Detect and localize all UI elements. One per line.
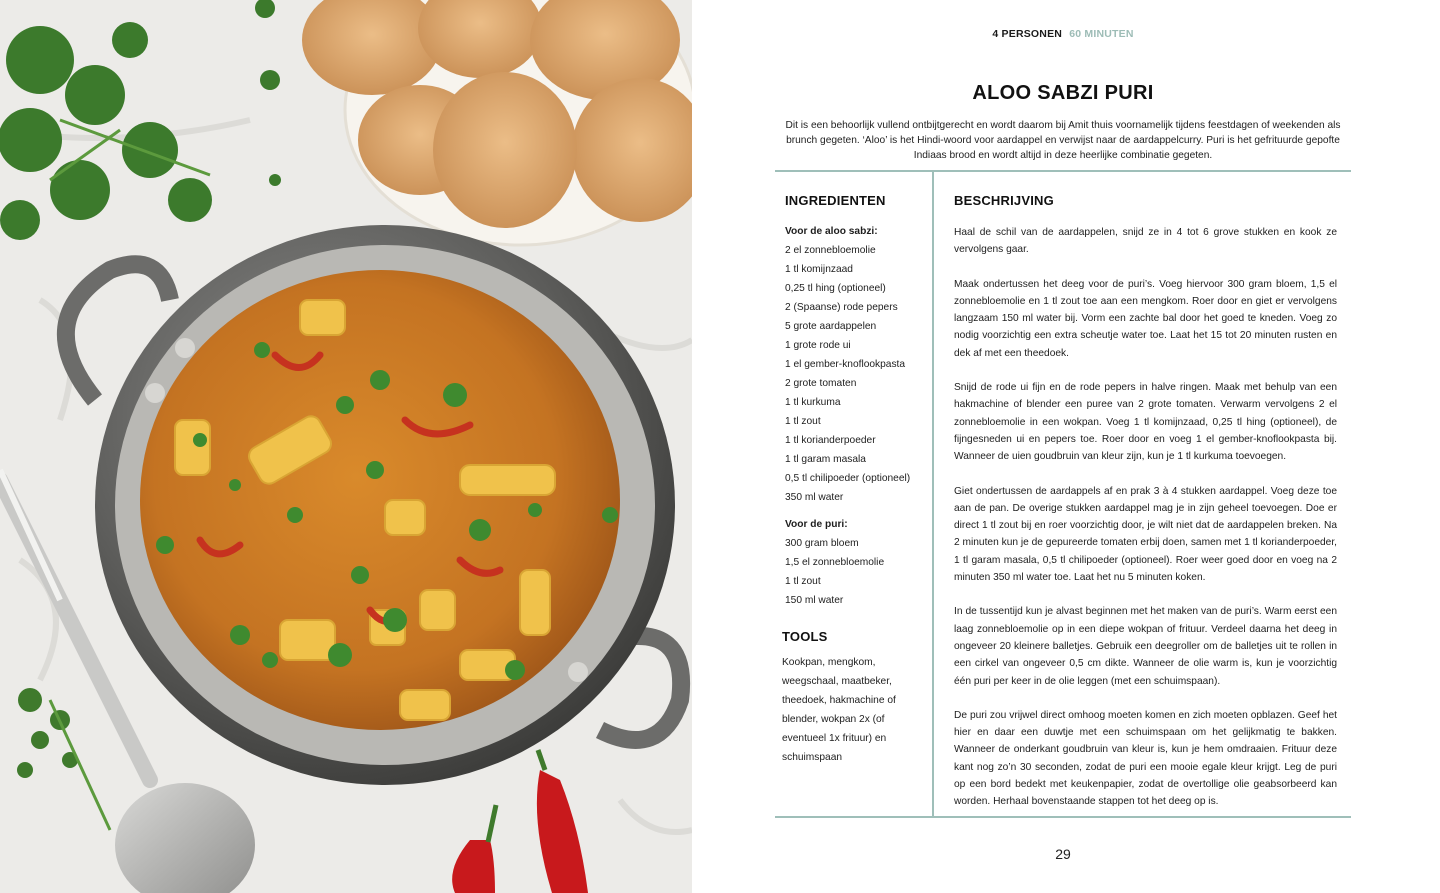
description-paragraph: In de tussentijd kun je alvast beginnen met het maken van de puri’s. Warm eerst een laag zonnebloemolie op in een diepe wokpan of frituur. Verdeel daarna het deeg in ongeveer 20 kleinere balletjes. Gebruik een deegroller om de balletjes uit te rollen in een cirkel van ongeveer 0,5 cm dikte. Wanneer de olie warm is, kun je voorzichtig één puri per keer in de olie leggen (met een schuimspaan).	[954, 606, 1337, 687]
ingredient-group-title: Voor de aloo sabzi:	[785, 226, 878, 237]
ingredient-item: 0,25 tl hing (optioneel)	[785, 283, 886, 294]
tools-text: Kookpan, mengkom, weegschaal, maatbeker, theedoek, hakmachine of blender, wokpan 2x (of eventueel 1x frituur) en schuimspaan	[782, 657, 896, 763]
recipe-intro: Dit is een behoorlijk vullend ontbijtgerecht en wordt daarom bij Amit thuis voornamelijk tijdens feestdagen of weekenden als brunch gegeten. ‘Aloo’ is het Hindi-woord voor aardappel en verwijst naar de aardappelcurry. Puri is het gefrituurde gepofte Indiaas brood en wordt altijd in deze heerlijke combinatie gegeten.	[785, 120, 1341, 162]
divider-bottom	[775, 816, 1351, 818]
ingredient-item: 150 ml water	[785, 595, 844, 606]
ingredient-item: 1 grote rode ui	[785, 340, 851, 351]
tools-section	[782, 629, 922, 767]
description-paragraph: De puri zou vrijwel direct omhoog moeten komen en zich moeten opblazen. Geef het hier en daar een duwtje met een schuimspaan om het gelijkmatig te bakken. Wanneer de onderkant goudbruin van kleur is, kun je hem omdraaien. Frituur deze kant nog zo’n 30 seconden, zodat de puri een mooie egale kleur krijgt. Leg de puri op een bord bedekt met keukenpapier, zodat de overtollige olie geabsorbeerd kan worden. Herhaal bovenstaande stappen tot het deeg op is.	[954, 709, 1337, 808]
page-number: 29	[1055, 846, 1071, 862]
description-section	[954, 193, 1337, 811]
ingredients-section	[785, 193, 925, 610]
description-heading: BESCHRIJVING	[954, 193, 1054, 208]
ingredient-group-title: Voor de puri:	[785, 519, 848, 530]
ingredient-item: 1 tl kurkuma	[785, 397, 841, 408]
description-paragraph: Giet ondertussen de aardappels af en prak 3 à 4 stukken aardappel. Voeg deze toe aan de pan. De overige stukken aardappel mag je in zijn geheel toevoegen. Doe er direct 1 tl zout bij en roer voorzichtig door, je wilt niet dat de aardappelen breken. Na 2 minuten kun je de gepureerde tomaten erbij doen, samen met 1 tl korianderpoeder, 1 tl garam masala, 0,5 tl chilipoeder (optioneel). Roer weer goed door en voeg na 2 minuten 350 ml water toe. Laat het nu 5 minuten koken.	[954, 485, 1337, 584]
recipe-photo	[0, 0, 692, 893]
servings-label: 4 PERSONEN	[992, 28, 1063, 40]
ingredient-item: 350 ml water	[785, 492, 844, 503]
recipe-meta	[775, 28, 1351, 40]
tools-heading: TOOLS	[782, 629, 828, 644]
ingredient-item: 1 tl garam masala	[785, 454, 866, 465]
description-paragraph: Maak ondertussen het deeg voor de puri’s. Voeg hiervoor 300 gram bloem, 1,5 el zonnebloemolie en 1 tl zout toe aan een mengkom. Roer door en giet er vervolgens langzaam 150 ml water bij. Vorm een zachte bal door het goed te kneden. Voeg zo nodig voorzichtig een extra scheutje water toe. Laat het 15 tot 20 minuten rusten en dek af met een theedoek.	[954, 278, 1337, 359]
divider-top	[775, 170, 1351, 172]
column-divider	[932, 172, 934, 816]
ingredient-item: 1,5 el zonnebloemolie	[785, 557, 885, 568]
ingredient-item: 1 tl komijnzaad	[785, 264, 853, 275]
ingredient-item: 1 el gember-knoflookpasta	[785, 359, 906, 370]
recipe-title: ALOO SABZI PURI	[972, 82, 1154, 104]
curry-pan-icon	[95, 225, 675, 785]
ingredient-list	[785, 534, 925, 610]
description-paragraph: Snijd de rode ui fijn en de rode pepers in halve ringen. Maak met behulp van een hakmachine of blender een puree van 2 grote tomaten. Verwarm vervolgens 2 el zonnebloemolie in een wokpan. Voeg 1 tl komijnzaad, 0,25 tl hing (optioneel), de fijngesneden ui en pepers toe. Roer door en voeg 1 el gember-knoflookpasta bij. Wanneer de uien goudbruin van kleur zijn, kun je 1 tl kurkuma toevoegen.	[954, 382, 1337, 463]
ingredient-item: 300 gram bloem	[785, 538, 859, 549]
description-paragraph: Haal de schil van de aardappelen, snijd ze in 4 tot 6 grove stukken en kook ze vervolgens gaar.	[954, 227, 1337, 256]
ingredient-item: 1 tl zout	[785, 576, 821, 587]
ingredient-item: 2 (Spaanse) rode pepers	[785, 302, 898, 313]
ingredient-item: 2 grote tomaten	[785, 378, 857, 389]
ingredient-item: 1 tl zout	[785, 416, 821, 427]
ingredient-item: 0,5 tl chilipoeder (optioneel)	[785, 473, 911, 484]
ingredient-list	[785, 241, 925, 507]
ingredients-heading: INGREDIENTEN	[785, 193, 886, 208]
time-label: 60 MINUTEN	[1069, 28, 1134, 40]
ingredient-item: 5 grote aardappelen	[785, 321, 877, 332]
ingredient-item: 1 tl korianderpoeder	[785, 435, 876, 446]
ingredient-item: 2 el zonnebloemolie	[785, 245, 876, 256]
